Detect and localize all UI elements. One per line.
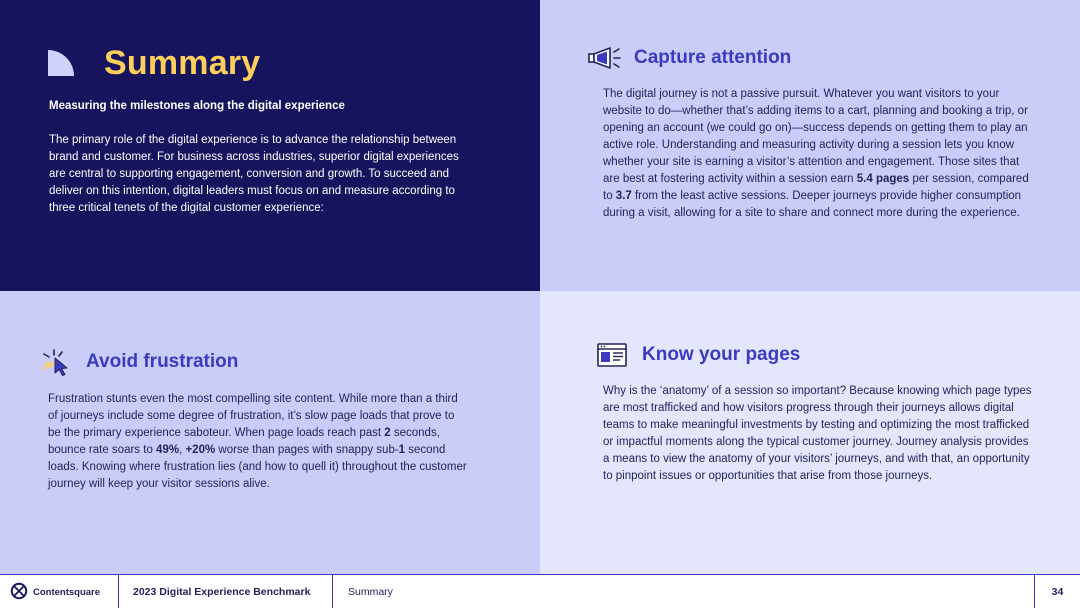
- avoid-frustration-heading: [40, 348, 238, 376]
- footer-brand: Contentsquare: [33, 586, 101, 598]
- know-your-pages-title: Know your pages: [642, 344, 801, 365]
- footer-report-title: 2023 Digital Experience Benchmark: [118, 575, 332, 608]
- capture-attention-body: The digital journey is not a passive pursuit. Whatever you want visitors to your website to do—whether that’s adding items to a cart, planning and booking a trip, or opening an account (we could go on)—success depends on getting them to play an active role. Understanding and measuring activity during a session lets you know whether your site is earning a visitor’s attention and engagement. Those sites that are best at fostering activity within a session earn 5.4 pages per session, compared to 3.7 from the least active sessions. Deeper journeys provide higher consumption during a visit, allowing for a site to share and connect more during the experience.: [603, 88, 1029, 219]
- quarter-circle-icon: [48, 50, 74, 76]
- megaphone-icon: [588, 44, 624, 72]
- avoid-frustration-body: Frustration stunts even the most compelling site content. While more than a third of journeys include some degree of frustration, it’s slow page loads that prove to be the primary experience saboteur. When page loads reach past 2 seconds, bounce rate soars to 49%, +20% worse than pages with snappy sub-1 second loads. Knowing where frustration lies (and how to quell it) throughout the customer journey will keep your visitor sessions alive.: [48, 393, 467, 490]
- footer-logo[interactable]: [10, 575, 100, 608]
- capture-attention-heading: [588, 44, 791, 72]
- capture-attention-title: Capture attention: [634, 47, 792, 68]
- web-page-icon: [596, 341, 632, 369]
- summary-panel: [0, 0, 540, 291]
- summary-body: The primary role of the digital experience is to advance the relationship between brand and customer. For business across industries, superior digital experiences are central to supporting engagement, conversion and growth. To succeed and deliver on this intention, digital leaders must focus on and measure according to three critical tenets of the digital customer experience:: [49, 134, 459, 214]
- footer: [0, 574, 1080, 608]
- page-number: 34: [1034, 575, 1080, 608]
- page-title: Summary: [104, 44, 261, 82]
- summary-subtitle: Measuring the milestones along the digital experience: [49, 100, 345, 112]
- know-your-pages-heading: [596, 341, 800, 369]
- contentsquare-logo-icon: [10, 582, 28, 603]
- avoid-frustration-title: Avoid frustration: [86, 351, 239, 372]
- know-your-pages-body: Why is the ‘anatomy’ of a session so important? Because knowing which page types are most trafficked and how visitors progress through their journeys allows digital teams to make meaningful investments by testing and optimizing the most trafficked or impactful moments along the typical customer journey. Journey analysis provides a means to view the anatomy of your visitors’ journeys, and with that, an opportunity to pinpoint issues or opportunities that arise from those journeys.: [603, 385, 1032, 482]
- stat-pages-least: 3.7: [615, 190, 632, 202]
- frustrated-cursor-icon: [40, 348, 76, 376]
- footer-section-name: Summary: [332, 575, 393, 608]
- stat-pages-top: 5.4 pages: [856, 173, 910, 185]
